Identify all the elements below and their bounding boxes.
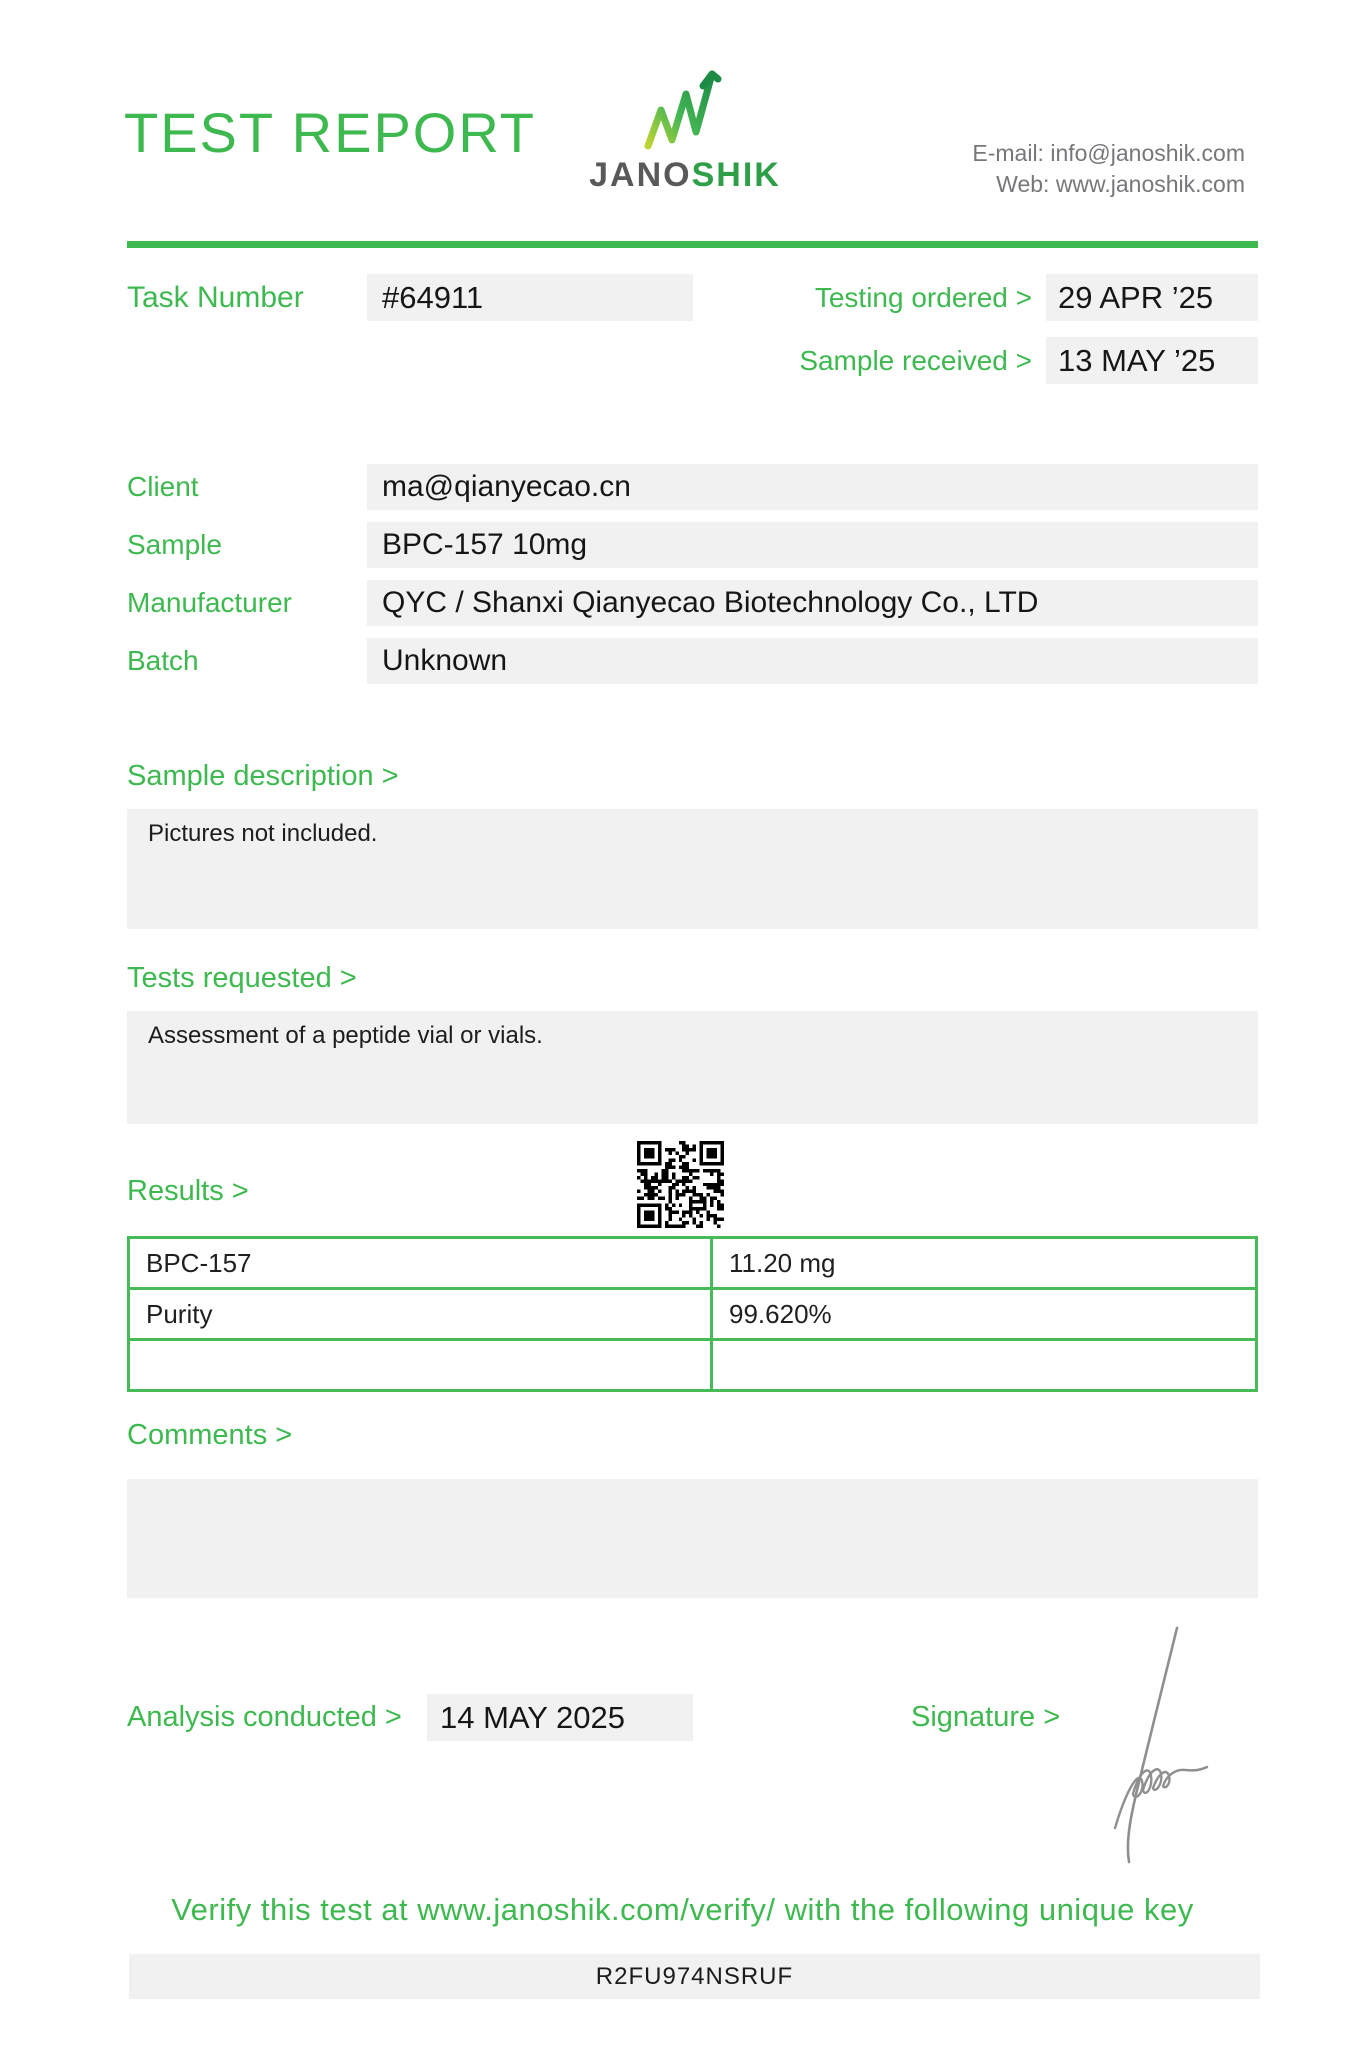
batch-label: Batch [127,645,199,676]
result-row [129,1238,1257,1289]
janoshik-logo [580,64,790,195]
signature-label: Signature > [911,1701,1061,1733]
report-title: TEST REPORT [124,101,537,164]
email-line: E-mail: info@janoshik.com [972,140,1245,166]
web-line: Web: www.janoshik.com [996,171,1245,197]
sample-value: BPC-157 10mg [382,528,588,561]
result-name-cell [129,1340,712,1391]
client-box [367,464,1258,510]
manufacturer-value: QYC / Shanxi Qianyecao Biotechnology Co., LTD [382,586,1039,619]
tests-requested-box [127,1011,1258,1124]
verify-text: Verify this test at www.janoshik.com/verify/ with the following unique key [171,1892,1194,1927]
manufacturer-label: Manufacturer [127,587,292,618]
tests-requested-heading: Tests requested > [127,962,357,994]
logo-wordmark [580,156,790,195]
result-name-cell: BPC-157 [129,1238,712,1289]
contact-info [972,138,1245,200]
comments-text [127,1479,1258,1490]
sample-box [367,522,1258,568]
logo-text-jano: JANO [589,156,692,194]
batch-value: Unknown [382,644,508,677]
analysis-date-box [427,1694,693,1741]
qr-code [637,1141,724,1228]
verify-key-value: R2FU974NSRUF [595,1963,794,1990]
result-value-cell: 99.620% [712,1289,1257,1340]
testing-ordered-label: Testing ordered > [814,282,1032,313]
analysis-conducted-label: Analysis conducted > [127,1701,402,1733]
header-divider [127,241,1258,248]
client-value: ma@qianyecao.cn [382,470,631,503]
results-table [127,1236,1258,1392]
batch-box [367,638,1258,684]
sample-label: Sample [127,529,222,560]
result-value-cell [712,1340,1257,1391]
verify-key-box [129,1954,1260,1999]
tests-requested-text: Assessment of a peptide vial or vials. [148,1022,543,1049]
growth-chart-icon [639,64,731,152]
sample-received-label: Sample received > [799,345,1032,376]
result-row [129,1340,1257,1391]
sample-received-box [1046,337,1258,384]
manufacturer-box [367,580,1258,626]
sample-description-box [127,809,1258,929]
sample-description-text: Pictures not included. [148,820,378,847]
task-number-box [367,274,693,321]
testing-ordered-box [1046,274,1258,321]
result-row [129,1289,1257,1340]
comments-box [127,1479,1258,1598]
testing-ordered-value: 29 APR ’25 [1058,280,1214,315]
logo-text-shik: SHIK [691,156,781,194]
result-name-cell: Purity [129,1289,712,1340]
analysis-date-value: 14 MAY 2025 [440,1700,625,1735]
task-number-value: #64911 [382,280,484,315]
comments-heading: Comments > [127,1419,293,1451]
sample-description-heading: Sample description > [127,760,399,792]
task-number-label: Task Number [127,281,304,314]
signature-image [1085,1620,1215,1875]
client-label: Client [127,471,199,502]
sample-received-value: 13 MAY ’25 [1058,343,1216,378]
results-heading: Results > [127,1175,249,1207]
result-value-cell: 11.20 mg [712,1238,1257,1289]
